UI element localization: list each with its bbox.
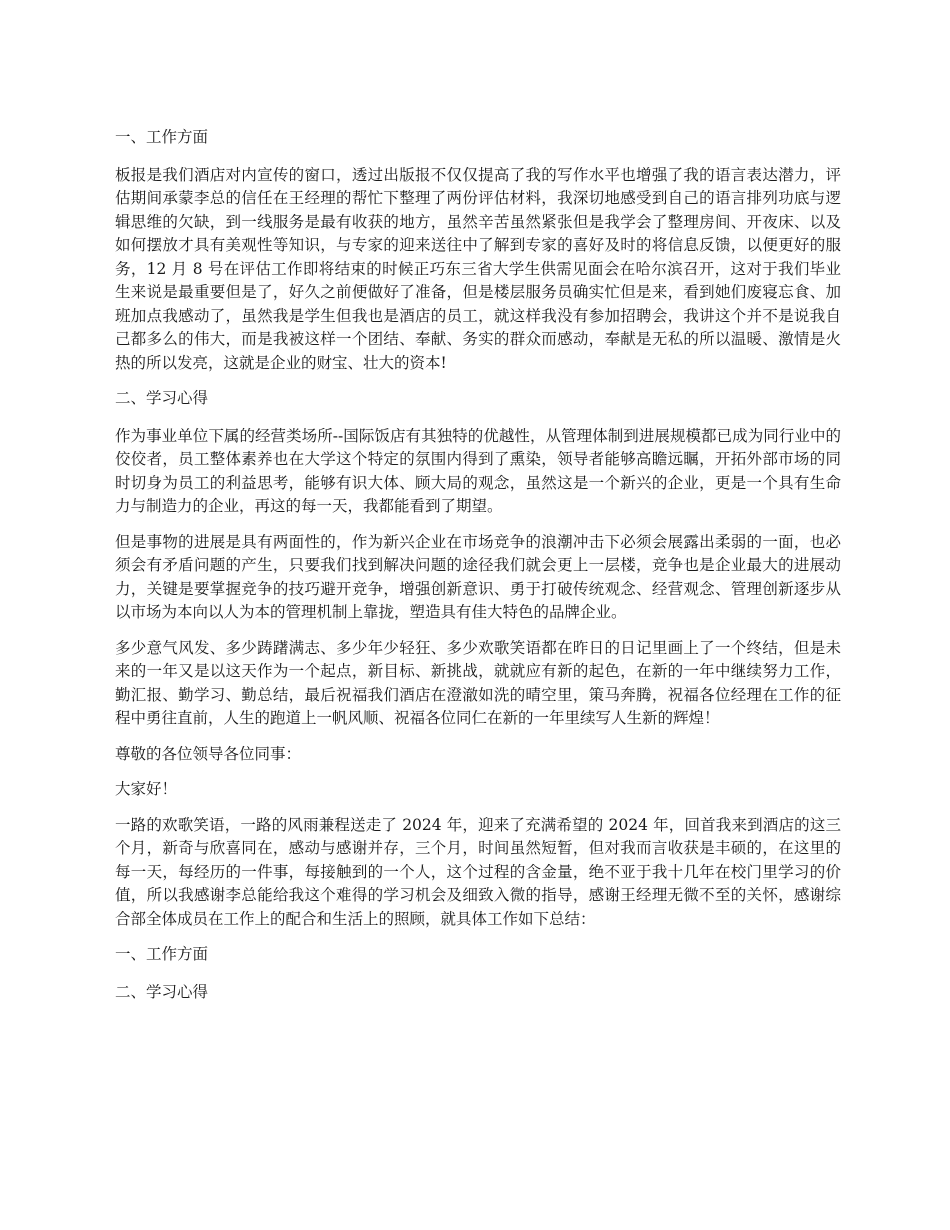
section-heading-work: 一、工作方面 xyxy=(115,128,209,146)
paragraph-introduction: 一路的欢歌笑语，一路的风雨兼程送走了 2024 年，迎来了充满希望的 2024 年，回首我来到酒店的这三个月，新奇与欣喜同在，感动与感谢并存，三个月，时间虽然短暂，但对我而言收获是丰硕的，在这里的每一天，每经历的一件事，每接触到的一个人，这个过程的含金量，绝不亚于我十几年在校门里学习的价值，所以我感谢李总能给我这个难得的学习机会及细致入微的指导，感谢王经理无微不至的关怀，感谢综合部全体成员在工作上的配合和生活上的照顾，就具体工作如下总结： xyxy=(115,815,841,928)
document-body xyxy=(115,126,841,1018)
paragraph-competition: 但是事物的进展是具有两面性的，作为新兴企业在市场竞争的浪潮冲击下必须会展露出柔弱的一面，也必须会有矛盾问题的产生，只要我们找到解决问题的途径我们就会更上一层楼，竞争也是企业最大的进展动力，关键是要掌握竞争的技巧避开竞争，增强创新意识、勇于打破传统观念、经营观念、管理创新逐步从以市场为本向以人为本的管理机制上靠拢，塑造具有佳大特色的品牌企业。 xyxy=(115,532,841,621)
section-heading-study-repeat: 二、学习心得 xyxy=(115,982,209,1001)
section-heading-work-repeat: 一、工作方面 xyxy=(115,945,209,963)
paragraph-salutation: 尊敬的各位领导各位同事： xyxy=(115,744,302,763)
paragraph-new-year-wishes: 多少意气风发、多少踌躇满志、多少年少轻狂、多少欢歌笑语都在昨日的日记里画上了一个终结，但是未来的一年又是以这天作为一个起点，新目标、新挑战，就就应有新的起色，在新的一年中继续努力工作，勤汇报、勤学习、勤总结，最后祝福我们酒店在澄澈如洗的晴空里，策马奔腾，祝福各位经理在工作的征程中勇往直前，人生的跑道上一帆风顺、祝福各位同仁在新的一年里续写人生新的辉煌！ xyxy=(115,638,841,727)
section-heading-study: 二、学习心得 xyxy=(115,389,209,407)
paragraph-hotel-advantages: 作为事业单位下属的经营类场所--国际饭店有其独特的优越性，从管理体制到进展规模都已成为同行业中的佼佼者，员工整体素养也在大学这个特定的氛围内得到了熏染，领导者能够高瞻远瞩，开拓外部市场的同时切身为员工的利益思考，能够有识大体、顾大局的观念，虽然这是一个新兴的企业，更是一个具有生命力与制造力的企业，再这的每一天，我都能看到了期望。 xyxy=(115,426,841,515)
paragraph-greeting: 大家好！ xyxy=(115,780,178,798)
paragraph-blackboard: 板报是我们酒店对内宣传的窗口，透过出版报不仅仅提高了我的写作水平也增强了我的语言表达潜力，评估期间承蒙李总的信任在王经理的帮忙下整理了两份评估材料，我深切地感受到自己的语言排列功底与逻辑思维的欠缺，到一线服务是最有收获的地方，虽然辛苦虽然紧张但是我学会了整理房间、开夜床、以及如何摆放才具有美观性等知识，与专家的迎来送往中了解到专家的喜好及时的将信息反馈，以便更好的服务，12 月 8 号在评估工作即将结束的时候正巧东三省大学生供需见面会在哈尔滨召开，这对于我们毕业生来说是最重要但是了，好久之前便做好了准备，但是楼层服务员确实忙但是来，看到她们废寝忘食、加班加点我感动了，虽然我是学生但我也是酒店的员工，就这样我没有参加招聘会，我讲这个并不是说我自己都多么的伟大，而是我被这样一个团结、奉献、务实的群众而感动，奉献是无私的所以温暖、激情是火热的所以发亮，这就是企业的财宝、壮大的资本! xyxy=(115,165,841,372)
